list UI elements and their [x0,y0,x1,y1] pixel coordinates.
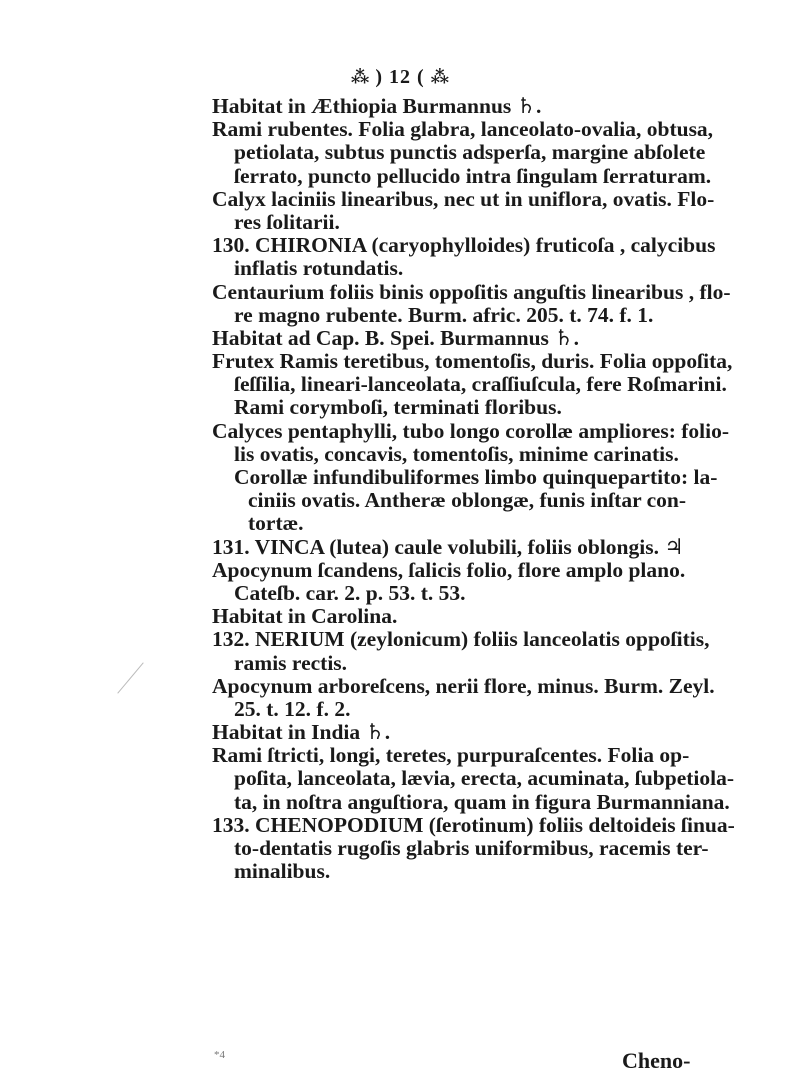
page-number: ) 12 ( [375,66,425,88]
right-ornament: ⁂ [430,67,450,87]
text-line: lis ovatis, concavis, tomentoſis, minime carinatis. [234,441,679,466]
text-line: 132. NERIUM (zeylonicum) foliis lanceolatis oppoſitis, [212,627,710,652]
text-line: Apocynum ſcandens, ſalicis folio, flore amplo plano. [212,557,686,582]
text-line: tortæ. [248,511,304,536]
body-text [212,95,772,883]
signature-mark: *4 [214,1049,225,1061]
text-line: Corollæ infundibuliformes limbo quinquepartito: la- [234,465,718,489]
text-line: ciniis ovatis. Antheræ oblongæ, funis inſtar con- [248,488,687,513]
margin-mark [117,662,143,693]
text-line: 131. VINCA (lutea) caule volubili, foliis oblongis. ♃ [212,534,684,559]
text-line: res ſolitarii. [234,209,340,234]
catchword: Cheno- [622,1048,691,1073]
text-line: Habitat ad Cap. B. Spei. Burmannus ♄. [212,325,579,350]
text-line: Habitat in India ♄. [212,720,391,745]
text-line: ramis rectis. [234,650,348,675]
text-line: ſerrato, puncto pellucido intra ſingulam ſerraturam. [234,163,712,188]
text-line: ta, in noſtra anguſtiora, quam in figura Burmanniana. [234,789,730,814]
page-header [0,66,800,89]
text-line: minalibus. [234,859,331,884]
text-line: petiolata, subtus punctis adsperſa, margine abſolete [234,140,706,165]
text-line: 133. CHENOPODIUM (ſerotinum) foliis deltoideis ſinua- [212,812,735,837]
left-ornament: ⁂ [350,67,370,87]
text-line: poſita, lanceolata, lævia, erecta, acuminata, ſubpetiola- [234,766,735,791]
text-line: ſeſſilia, lineari-lanceolata, craſſiuſcula, fere Roſmarini. [234,372,727,397]
text-line: Centaurium foliis binis oppoſitis anguſtis linearibus , flo- [212,279,731,304]
text-line: Calyces pentaphylli, tubo longo corollæ ampliores: folio- [212,418,730,443]
text-line: Frutex Ramis teretibus, tomentoſis, duris. Folia oppoſita, [212,349,733,374]
text-line: inflatis rotundatis. [234,256,404,281]
text-line: to-dentatis rugoſis glabris uniformibus, racemis ter- [234,836,709,860]
text-line: Cateſb. car. 2. p. 53. t. 53. [234,580,466,605]
text-line: Calyx laciniis linearibus, nec ut in uniflora, ovatis. Flo- [212,186,715,211]
text-line: Rami ſtricti, longi, teretes, purpuraſcentes. Folia op- [212,743,690,768]
text-line: Habitat in Carolina. [212,604,398,629]
text-line: Habitat in Æthiopia Burmannus ♄. [212,94,542,118]
text-line: re magno rubente. Burm. afric. 205. t. 74. f. 1. [234,302,654,327]
text-line: Apocynum arboreſcens, nerii flore, minus. Burm. Zeyl. [212,673,715,698]
text-line: 25. t. 12. f. 2. [234,696,351,721]
text-line: Rami rubentes. Folia glabra, lanceolato-ovalia, obtusa, [212,117,714,142]
text-line: Rami corymboſi, terminati floribus. [234,395,562,420]
text-line: 130. CHIRONIA (caryophylloides) fruticoſa , calycibus [212,233,716,258]
